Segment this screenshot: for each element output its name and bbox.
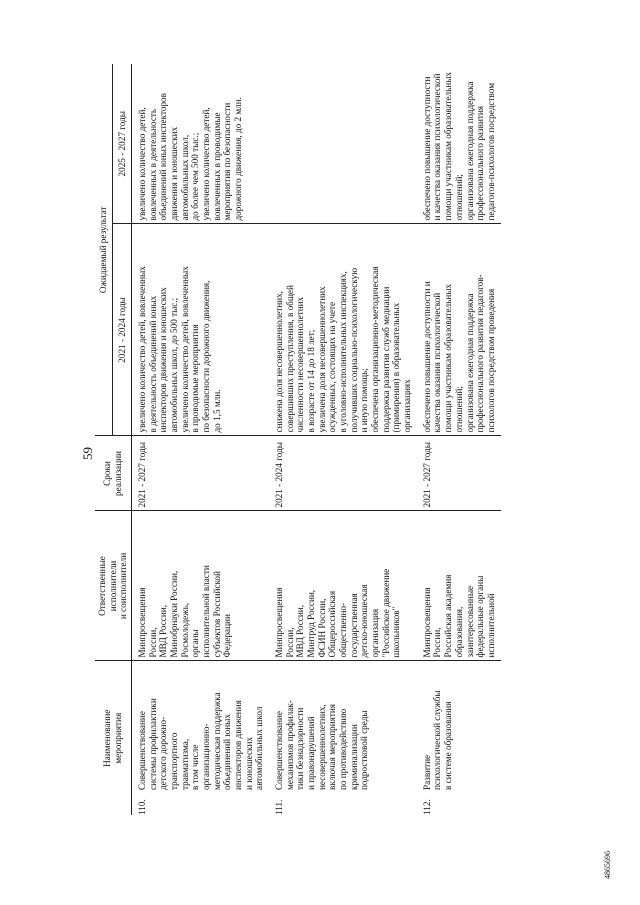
table-row: [269, 64, 417, 815]
header-period-1: 2021 - 2024 годы: [113, 224, 132, 436]
activities-table: [95, 64, 501, 815]
row-result-period-1: обеспечено повышение доступности и качества оказания психологической помощи участникам образовательных отношений; организована ежегодная поддержка профессионального развития педагогов- психологов посредством проведения: [417, 224, 501, 436]
row-result-period-2: увеличено количество детей, вовлеченных в деятельность объединений юных инспекторов движения и юношеских автомобильных школ, до более чем 500 тыс.; увеличено количество детей, вовлеченных в проводимые мероприятия по безопасности дорожного движения, до 2 млн.: [132, 64, 270, 224]
header-responsible: Ответственные исполнители и соисполнители: [95, 511, 132, 661]
row-result-period-2: обеспечено повышение доступности и качества оказания психологической помощи участникам образовательных отношений; организована ежегодная поддержка профессионального развития педагогов-психологов посредством: [417, 64, 501, 224]
row-number: 112.: [421, 799, 432, 815]
table-row: [417, 64, 501, 815]
row-name: Совершенствование механизмов профилак- тики безнадзорности и правонарушений несовершеннолетних, включая мероприятия по противодействию криминализации подростковой среды: [274, 700, 370, 790]
row-terms: 2021 - 2027 годы: [132, 436, 270, 511]
row-result-period-1: снижена доля несовершеннолетних, совершивших преступления, в общей численности несовершеннолетних в возрасте от 14 до 18 лет; увеличена доля несовершеннолетних осужденных, состоящих на учете в уголовно-исполнительных инспекциях, получивших социально-психологическую и иную помощь; обеспечена организационно-методическая поддержка развития служб медиации (примирения) в образовательных организациях: [269, 224, 417, 436]
row-terms: 2021 - 2027 годы: [417, 436, 501, 511]
row-number: 110.: [137, 799, 148, 815]
row-responsible: Минпросвещения России, Российская академия образования, заинтересованные федеральные органы исполнительной: [417, 511, 501, 661]
row-number: 111.: [274, 799, 285, 815]
row-responsible: Минпросвещения России, МВД России, Минобрнауки России, Росмолодежь, органы исполнительной власти субъектов Российской Федерации: [132, 511, 270, 661]
row-result-period-2: [269, 64, 417, 224]
header-terms: Сроки реализации: [95, 436, 132, 511]
row-name: Развитие психологической службы в системе образования: [421, 690, 454, 790]
table-row: [132, 64, 270, 815]
page-number: 59: [80, 447, 95, 460]
document-code: 4865696: [603, 851, 612, 879]
header-expected-result: Ожидаемый результат: [95, 64, 113, 436]
header-period-2: 2025 - 2027 годы: [113, 64, 132, 224]
row-name: Совершенствование системы профилактики детского дорожно- транспортного травматизма, в том числе организационно- методическая поддержка объединений юных инспекторов движения и юношеских автомобильных школ: [137, 692, 265, 790]
row-terms: 2021 - 2024 годы: [269, 436, 417, 511]
header-name: Наименование мероприятия: [95, 661, 132, 815]
row-responsible: Минпросвещения России, МВД России, Минтруд России, ФСИН России, Общероссийская общественно- государственная детско-юношеская организация "Российское движение школьников": [269, 511, 417, 661]
row-result-period-1: увеличено количество детей, вовлеченных в деятельность объединений юных инспекторов движения и юношеских автомобильных школ, до 500 тыс.; увеличено количество детей, вовлеченных в проводимые мероприятия по безопасности дорожного движения, до 1,5 млн.: [132, 224, 270, 436]
